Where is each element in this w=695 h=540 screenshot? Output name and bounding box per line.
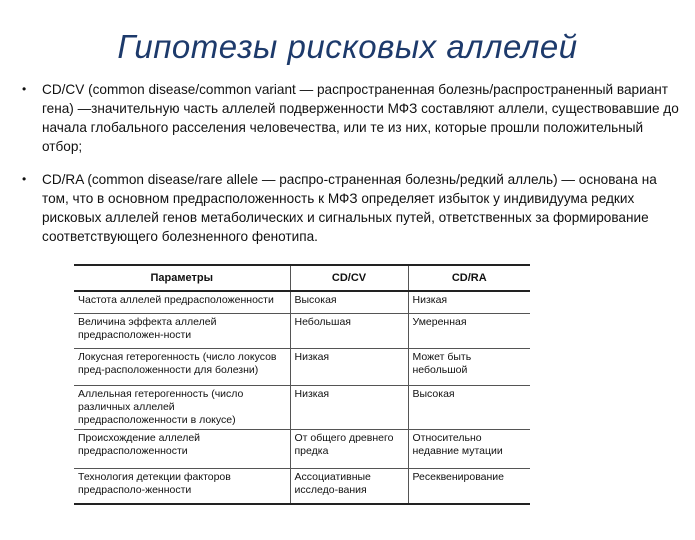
row-parameter: Технология детекции факторов предрасполо-женности (74, 469, 290, 505)
row-cdra-value: Ресеквенирование (408, 469, 530, 505)
table-row (74, 291, 530, 314)
row-cdcv-value: Низкая (290, 349, 408, 386)
row-cdcv-value: Высокая (290, 291, 408, 314)
row-parameter: Величина эффекта аллелей предрасположен-ности (74, 314, 290, 349)
bullet-marker: • (22, 82, 27, 96)
comparison-table-wrapper (74, 264, 530, 505)
bullet-text-cdra: CD/RA (common disease/rare allele — распро-страненная болезнь/редкий аллель) — основана на том, что в основном предрасположенность к МФЗ определяет избыток у индивидуума редких рисковых аллелей генов метаболических и сигнальных путей, ответственных за формирование соответствующего болезненного фенотипа. (42, 172, 657, 244)
comparison-table (74, 264, 530, 505)
row-cdcv-value: От общего древнего предка (290, 430, 408, 469)
row-cdcv-value: Низкая (290, 386, 408, 430)
row-parameter: Происхождение аллелей предрасположенности (74, 430, 290, 469)
table-row (74, 349, 530, 386)
row-parameter: Аллельная гетерогенность (число различных аллелей предрасположенности в локусе) (74, 386, 290, 430)
bullet-list (22, 80, 682, 260)
row-parameter: Локусная гетерогенность (число локусов пред-расположенности для болезни) (74, 349, 290, 386)
bullet-item-cdcv (22, 80, 682, 156)
row-cdra-value: Низкая (408, 291, 530, 314)
slide-title: Гипотезы рисковых аллелей (117, 28, 578, 65)
bullet-marker: • (22, 172, 27, 186)
header-parameters: Параметры (74, 265, 290, 291)
row-cdra-value: Относительно недавние мутации (408, 430, 530, 469)
table-row (74, 386, 530, 430)
row-cdra-value: Может быть небольшой (408, 349, 530, 386)
row-parameter: Частота аллелей предрасположенности (74, 291, 290, 314)
header-cdcv: CD/CV (290, 265, 408, 291)
bullet-item-cdra (22, 170, 682, 246)
table-row (74, 430, 530, 469)
header-cdra: CD/RA (408, 265, 530, 291)
table-row (74, 314, 530, 349)
row-cdra-value: Умеренная (408, 314, 530, 349)
row-cdcv-value: Небольшая (290, 314, 408, 349)
row-cdcv-value: Ассоциативные исследо-вания (290, 469, 408, 505)
bullet-text-cdcv: CD/CV (common disease/common variant — распространенная болезнь/распространенный вариант гена) —значительную часть аллелей подверженности МФЗ составляют аллели, существовавшие до начала глобального расселения человечества, или те из них, которые прошли положительный отбор; (42, 82, 679, 154)
table-header-row (74, 265, 530, 291)
table-row (74, 469, 530, 505)
row-cdra-value: Высокая (408, 386, 530, 430)
